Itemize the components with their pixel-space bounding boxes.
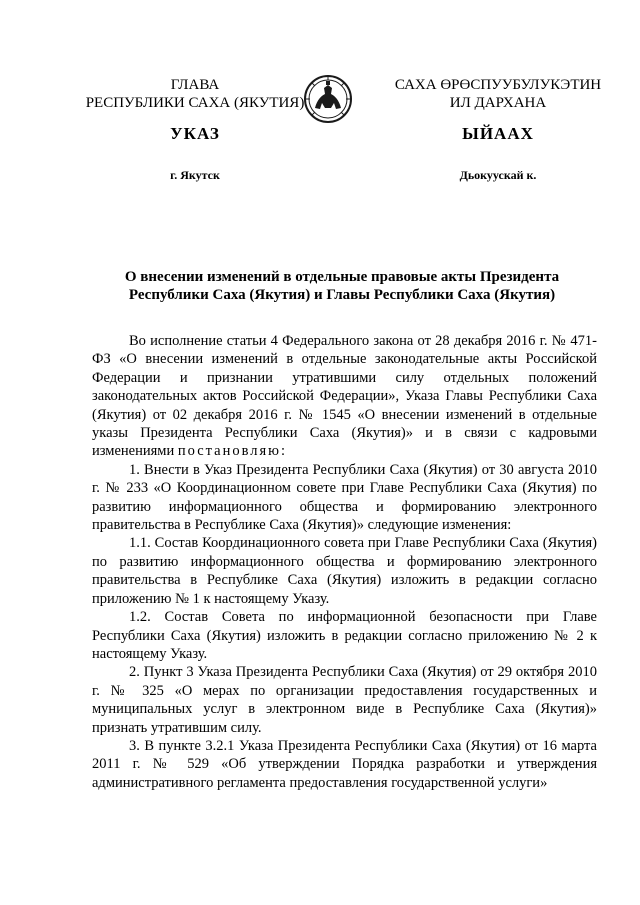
doc-type-ru: УКАЗ — [170, 124, 220, 143]
paragraph-item-1: 1. Внести в Указ Президента Республики Саха (Якутия) от 30 августа 2010 г. № 233 «О Координационном совете при Главе Республики Саха (Якутия) по развитию информационного общества и формированию электронного правительства в Республике Саха (Якутия)» следующие изменения: — [92, 461, 597, 534]
doc-type-sakha: ЫЙААХ — [462, 124, 534, 143]
coat-of-arms-icon — [303, 72, 353, 126]
issuer-ru-line1: ГЛАВА — [170, 77, 220, 93]
document-title — [92, 268, 592, 304]
document-title-line1: О внесении изменений в отдельные правовые акты Президента — [124, 269, 560, 285]
document-header — [0, 72, 640, 202]
document-body — [92, 332, 597, 792]
issuer-sakha-line2: ИЛ ДАРХАНА — [449, 95, 547, 111]
preamble-text: Во исполнение статьи 4 Федерального закона от 28 декабря 2016 г. № 471-ФЗ «О внесении изменений в отдельные законодательные акты Российской Федерации и признании утратившими силу отдельных положений законодательных актов Российской Федерации», Указа Главы Республики Саха (Якутия) от 02 декабря 2016 г. № 1545 «О внесении изменений в отдельные указы Президента Республики Саха (Якутия)» и в связи с кадровыми изменениями — [92, 333, 597, 460]
issuer-sakha-line1: САХА ӨРӨСПУУБУЛУКЭТИН — [394, 77, 602, 93]
paragraph-item-1-1: 1.1. Состав Координационного совета при Главе Республики Саха (Якутия) по развитию информационного общества и формированию электронного правительства в Республике Саха (Якутия) изложить в редакции согласно приложению № 1 к настоящему Указу. — [92, 535, 597, 607]
preamble-keyword: постановляю: — [177, 443, 288, 460]
paragraph-item-3: 3. В пункте 3.2.1 Указа Президента Республики Саха (Якутия) от 16 марта 2011 г. № 529 «Об утверждении Порядка разработки и утверждения административного регламента предоставления государственной услуги» — [92, 737, 597, 791]
city-sakha: Дьокуускай к. — [459, 168, 537, 182]
city-ru: г. Якутск — [170, 168, 220, 182]
paragraph-item-1-2: 1.2. Состав Совета по информационной безопасности при Главе Республики Саха (Якутия) изложить в редакции согласно приложению № 2 к настоящему Указу. — [92, 609, 597, 662]
issuer-sakha — [383, 76, 613, 112]
document-title-line2: Республики Саха (Якутия) и Главы Республики Саха (Якутия) — [128, 287, 556, 303]
paragraph-item-2: 2. Пункт 3 Указа Президента Республики Саха (Якутия) от 29 октября 2010 г. № 325 «О мерах по организации предоставления государственных и муниципальных услуг в электронном виде в Республике Саха (Якутия)» признать утратившим силу. — [92, 664, 597, 736]
issuer-ru — [60, 76, 330, 112]
issuer-ru-line2: РЕСПУБЛИКИ САХА (ЯКУТИЯ) — [85, 95, 305, 111]
preamble-paragraph — [92, 332, 597, 461]
